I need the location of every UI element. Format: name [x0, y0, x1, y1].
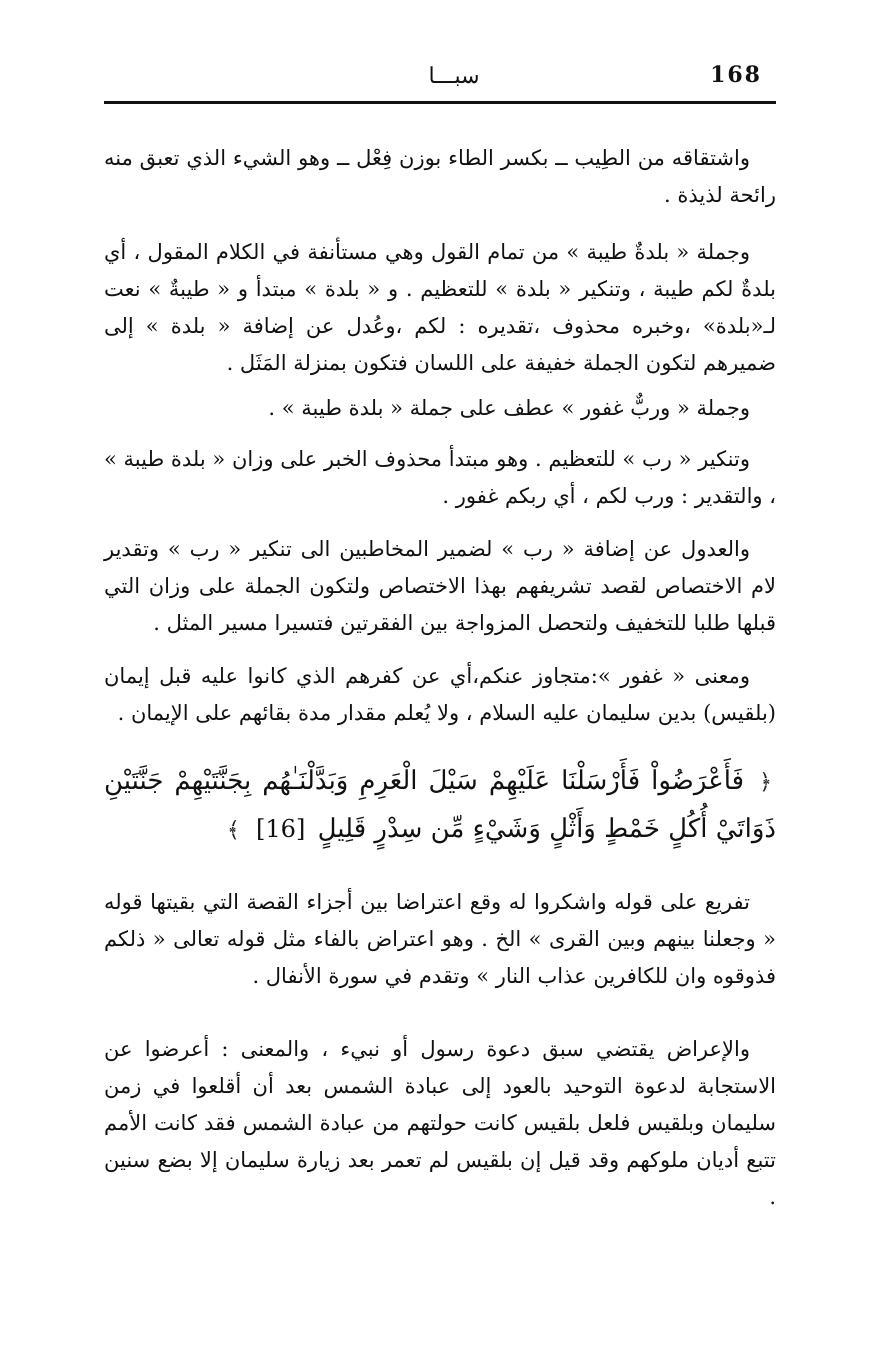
header-rule	[104, 101, 776, 104]
quran-verse	[104, 758, 776, 854]
paragraph-balda-tayyiba: وجملة « بلدةٌ طيبة » من تمام القول وهي مستأنفة في الكلام المقول ، أي بلدةٌ لكم طيبة ، وتنكير « بلدة » للتعظيم . و « بلدة » مبتدأ و « طيبةٌ » نعت لـ«بلدة» ،وخبره محذوف ،تقديره : لكم ،وعُدل عن إضافة « بلدة » إلى ضميرهم لتكون الجملة خفيفة على اللسان فتكون بمنزلة المَثَل .	[104, 240, 776, 375]
verse-open-bracket: ﴿	[759, 770, 773, 795]
page-header	[104, 58, 776, 98]
verse-text: فَأَعْرَضُواْ فَأَرْسَلْنَا عَلَيْهِمْ سَيْلَ الْعَرِمِ وَبَدَّلْنَـٰهُم بِجَنَّتَيْهِمْ جَنَّتَيْنِ ذَوَاتَيْ أُكُلٍ خَمْطٍ وَأَثْلٍ وَشَيْءٍ مِّن سِدْرٍ قَلِيلٍ	[104, 766, 776, 844]
paragraph-tafri: تفريع على قوله واشكروا له وقع اعتراضا بين أجزاء القصة التي بقيتها قوله « وجعلنا بينهم وبين القرى » الخ . وهو اعتراض بالفاء مثل قوله تعالى « ذلكم فذوقوه وان للكافرين عذاب النار » وتقدم في سورة الأنفال .	[104, 890, 776, 988]
paragraph-mana-ghafur: ومعنى « غفور »:متجاوز عنكم،أي عن كفرهم الذي كانوا عليه قبل إيمان (بلقيس) بدين سليمان عليه السلام ، ولا يُعلم مقدار مدة بقائهم على الإيمان .	[104, 664, 776, 725]
verse-close-bracket: ﴾	[226, 818, 240, 843]
paragraph-iraad: والإعراض يقتضي سبق دعوة رسول أو نبيء ، والمعنى : أعرضوا عن الاستجابة لدعوة التوحيد بالعود إلى عبادة الشمس بعد أن أقلعوا في زمن سليمان وبلقيس فلعل بلقيس كانت حولتهم من عبادة الشمس فقد كانت الأمم تتبع أديان ملوكهم وقد قيل إن بلقيس لم تعمر بعد زيارة سليمان إلا بضع سنين .	[104, 1037, 776, 1209]
running-title: سبـــا	[428, 64, 480, 89]
paragraph-etymology: واشتقاقه من الطِيب ــ بكسر الطاء بوزن فِعْل ــ وهو الشيء الذي تعبق منه رائحة لذيذة .	[104, 146, 776, 207]
page-number: 168	[710, 62, 762, 88]
paragraph-udul: والعدول عن إضافة « رب » لضمير المخاطبين الى تنكير « رب » وتقدير لام الاختصاص لقصد تشريفهم بهذا الاختصاص ولتكون الجملة على وزان التي قبلها طلبا للتخفيف ولتحصل المزواجة بين الفقرتين فتسيرا مسير المثل .	[104, 537, 776, 635]
verse-number: [16]	[256, 815, 306, 843]
main-text	[104, 140, 776, 1216]
paragraph-tankir-rabb: وتنكير « رب » للتعظيم . وهو مبتدأ محذوف الخبر على وزان « بلدة طيبة » ، والتقدير : ورب لكم ، أي ربكم غفور .	[104, 447, 776, 508]
paragraph-rabb-ghafur: وجملة « وربٌّ غفور » عطف على جملة « بلدة طيبة » .	[268, 396, 750, 420]
